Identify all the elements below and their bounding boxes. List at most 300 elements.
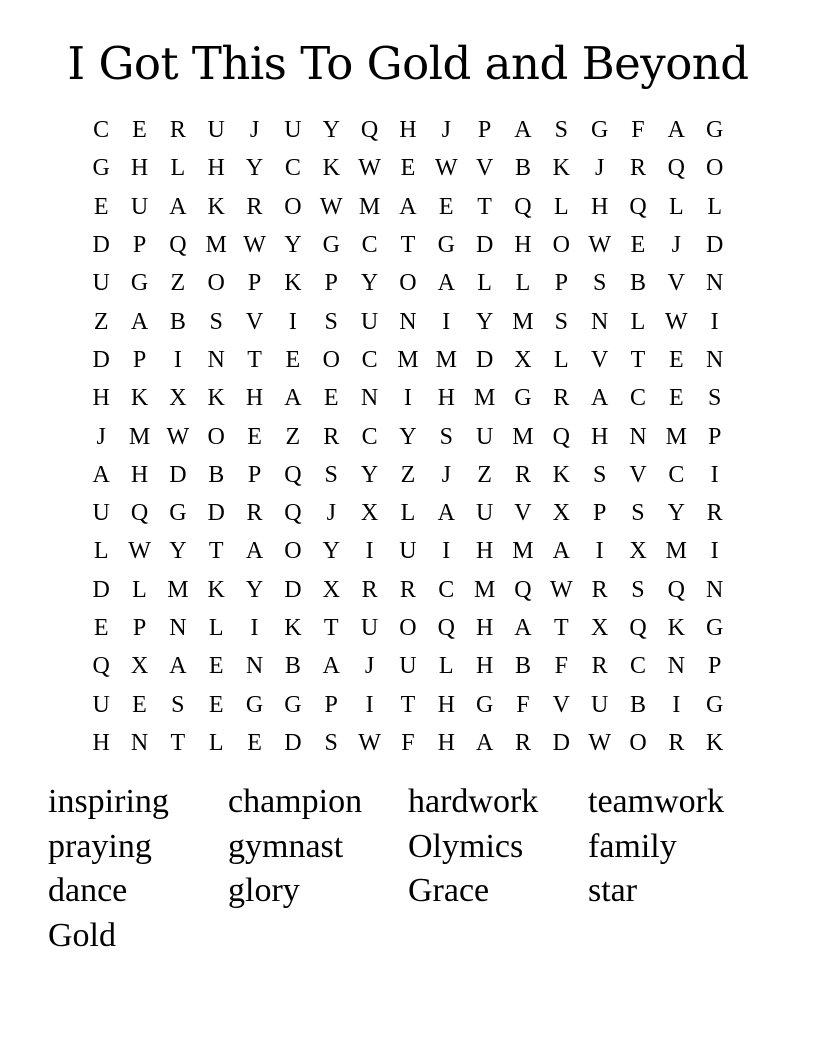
grid-letter: B xyxy=(514,653,531,680)
grid-letter: W xyxy=(434,155,458,182)
grid-letter: S xyxy=(324,461,338,488)
grid-letter: P xyxy=(247,461,262,488)
grid-letter: C xyxy=(361,232,378,259)
grid-letter: A xyxy=(475,729,494,756)
grid-letter: E xyxy=(438,193,454,220)
grid-letter: W xyxy=(358,155,381,182)
grid-letter: U xyxy=(130,193,149,220)
grid-letter: P xyxy=(132,232,147,259)
grid-letter: J xyxy=(326,500,336,527)
grid-letter: N xyxy=(169,615,187,641)
grid-letter: D xyxy=(92,232,110,259)
grid-letter: Y xyxy=(284,232,302,259)
grid-letter: E xyxy=(630,232,646,259)
grid-letter: A xyxy=(245,538,264,565)
grid-letter: K xyxy=(207,576,225,603)
grid-letter: A xyxy=(92,461,110,488)
grid-letter: P xyxy=(554,270,568,297)
word-bank xyxy=(48,780,788,959)
grid-letter: T xyxy=(208,538,224,565)
word-bank-item: Grace xyxy=(408,872,490,910)
grid-letter: Q xyxy=(629,193,647,220)
grid-letter: L xyxy=(553,193,569,220)
grid-letter: O xyxy=(207,270,225,297)
grid-row xyxy=(82,685,734,723)
grid-letter: L xyxy=(438,653,454,680)
grid-letter: H xyxy=(130,461,149,488)
grid-letter: M xyxy=(512,308,534,335)
grid-letter: T xyxy=(553,615,569,641)
grid-letter: F xyxy=(631,117,645,144)
grid-letter: A xyxy=(667,117,685,144)
grid-letter: K xyxy=(552,155,570,182)
grid-letter: E xyxy=(668,346,684,373)
grid-letter: M xyxy=(435,346,457,373)
grid-letter: S xyxy=(171,691,185,718)
grid-letter: Q xyxy=(437,615,455,641)
grid-letter: M xyxy=(397,346,419,373)
grid-letter: N xyxy=(207,346,225,373)
grid-letter: X xyxy=(552,500,570,527)
grid-letter: L xyxy=(668,193,684,220)
grid-row xyxy=(82,264,734,302)
grid-letter: A xyxy=(169,193,187,220)
grid-letter: R xyxy=(553,385,570,412)
grid-letter: L xyxy=(170,155,186,182)
grid-letter: L xyxy=(208,729,224,756)
grid-letter: D xyxy=(92,346,110,373)
grid-row xyxy=(82,226,734,264)
word-bank-item: Olymics xyxy=(408,827,524,865)
grid-letter: H xyxy=(437,729,455,756)
grid-letter: P xyxy=(132,346,147,373)
grid-letter: X xyxy=(590,615,609,641)
grid-letter: S xyxy=(324,308,338,335)
grid-letter: U xyxy=(92,500,110,527)
grid-letter: I xyxy=(250,615,259,641)
grid-letter: W xyxy=(243,232,266,259)
grid-letter: G xyxy=(437,232,455,259)
grid-letter: S xyxy=(554,308,568,335)
grid-letter: D xyxy=(207,500,225,527)
grid-letter: G xyxy=(284,691,302,718)
grid-letter: F xyxy=(554,653,568,680)
grid-letter: H xyxy=(130,155,149,182)
grid-letter: Y xyxy=(245,155,264,182)
word-bank-item: inspiring xyxy=(48,783,169,820)
grid-letter: P xyxy=(132,615,147,641)
grid-letter: G xyxy=(706,615,724,641)
grid-letter: W xyxy=(358,729,381,756)
grid-letter: C xyxy=(93,117,110,144)
grid-letter: R xyxy=(514,461,531,488)
grid-letter: N xyxy=(590,308,609,335)
grid-letter: W xyxy=(549,576,573,603)
grid-row xyxy=(82,647,734,685)
grid-letter: J xyxy=(441,461,451,488)
grid-letter: G xyxy=(245,691,264,718)
grid-letter: A xyxy=(552,538,570,565)
grid-letter: U xyxy=(590,691,609,718)
grid-letter: M xyxy=(512,538,534,565)
grid-letter: Y xyxy=(322,538,340,565)
grid-row xyxy=(82,302,734,340)
word-bank-item: Gold xyxy=(48,917,116,955)
grid-letter: U xyxy=(207,117,225,144)
grid-letter: W xyxy=(588,232,611,259)
grid-letter: K xyxy=(130,385,149,412)
grid-letter: U xyxy=(475,423,494,450)
grid-letter: R xyxy=(361,576,378,603)
grid-letter: L xyxy=(400,500,416,527)
grid-letter: Y xyxy=(322,117,340,144)
grid-letter: A xyxy=(437,270,455,297)
grid-letter: Q xyxy=(130,500,149,527)
grid-letter: D xyxy=(169,461,187,488)
grid-letter: R xyxy=(668,729,685,756)
word-bank-item: teamwork xyxy=(588,783,724,820)
word-bank-item: family xyxy=(588,827,677,865)
grid-letter: V xyxy=(629,461,647,488)
grid-letter: Q xyxy=(514,193,532,220)
grid-letter: U xyxy=(284,117,302,144)
grid-letter: K xyxy=(667,615,685,641)
grid-letter: O xyxy=(399,270,417,297)
grid-letter: H xyxy=(475,653,494,680)
grid-letter: Q xyxy=(552,423,570,450)
grid-letter: X xyxy=(130,653,149,680)
grid-letter: K xyxy=(284,615,302,641)
grid-letter: Q xyxy=(92,653,110,680)
grid-letter: R xyxy=(246,193,263,220)
grid-row xyxy=(82,149,734,187)
grid-letter: J xyxy=(441,117,451,144)
grid-letter: J xyxy=(671,232,681,259)
grid-letter: Q xyxy=(284,500,302,527)
grid-letter: Y xyxy=(360,461,379,488)
grid-letter: B xyxy=(514,155,531,182)
grid-letter: G xyxy=(514,385,532,412)
grid-letter: Q xyxy=(360,117,379,144)
grid-letter: R xyxy=(323,423,340,450)
grid-letter: W xyxy=(166,423,190,450)
grid-letter: A xyxy=(514,615,532,641)
grid-letter: Y xyxy=(169,538,187,565)
grid-letter: Z xyxy=(400,461,416,488)
grid-letter: L xyxy=(553,346,569,373)
grid-letter: G xyxy=(169,500,187,527)
grid-letter: T xyxy=(630,346,646,373)
grid-letter: M xyxy=(205,232,227,259)
grid-letter: N xyxy=(706,270,724,297)
grid-letter: O xyxy=(207,423,225,450)
grid-letter: Q xyxy=(667,155,685,182)
grid-letter: L xyxy=(630,308,646,335)
grid-letter: M xyxy=(473,576,496,603)
grid-letter: D xyxy=(475,346,494,373)
grid-letter: X xyxy=(360,500,379,527)
grid-row xyxy=(82,379,734,417)
grid-letter: K xyxy=(284,270,302,297)
grid-letter: L xyxy=(477,270,492,297)
grid-letter: H xyxy=(475,615,494,641)
grid-letter: X xyxy=(169,385,187,412)
grid-letter: P xyxy=(324,270,338,297)
grid-row xyxy=(82,188,734,226)
grid-letter: C xyxy=(284,155,301,182)
grid-letter: N xyxy=(399,308,417,335)
grid-letter: K xyxy=(706,729,724,756)
grid-letter: F xyxy=(516,691,530,718)
grid-row xyxy=(82,532,734,570)
grid-letter: I xyxy=(442,538,451,565)
grid-letter: T xyxy=(170,729,186,756)
grid-letter: O xyxy=(706,155,724,182)
grid-letter: A xyxy=(437,500,455,527)
grid-letter: D xyxy=(706,232,724,259)
grid-letter: E xyxy=(668,385,684,412)
grid-letter: B xyxy=(169,308,186,335)
word-bank-item: hardwork xyxy=(408,783,539,820)
grid-letter: N xyxy=(130,729,149,756)
grid-letter: O xyxy=(284,193,302,220)
grid-letter: I xyxy=(403,385,412,412)
grid-letter: E xyxy=(247,423,262,450)
grid-letter: P xyxy=(477,117,492,144)
grid-letter: G xyxy=(130,270,149,297)
grid-letter: U xyxy=(92,691,110,718)
grid-letter: O xyxy=(284,538,302,565)
grid-letter: H xyxy=(92,385,110,412)
grid-letter: H xyxy=(514,232,532,259)
grid-letter: L xyxy=(132,576,147,603)
grid-letter: T xyxy=(400,691,416,718)
grid-letter: I xyxy=(442,308,451,335)
grid-letter: A xyxy=(399,193,417,220)
grid-letter: V xyxy=(667,270,685,297)
grid-letter: R xyxy=(706,500,723,527)
letter-grid xyxy=(82,111,734,762)
grid-letter: G xyxy=(475,691,494,718)
grid-letter: R xyxy=(169,117,186,144)
grid-letter: J xyxy=(249,117,260,144)
grid-letter: X xyxy=(514,346,532,373)
grid-letter: J xyxy=(364,653,375,680)
grid-letter: H xyxy=(590,423,609,450)
grid-letter: I xyxy=(173,346,182,373)
grid-letter: X xyxy=(629,538,647,565)
grid-letter: C xyxy=(361,346,378,373)
grid-letter: Q xyxy=(169,232,187,259)
grid-letter: V xyxy=(552,691,570,718)
word-bank-item: glory xyxy=(228,872,300,910)
grid-letter: K xyxy=(552,461,570,488)
grid-letter: A xyxy=(514,117,532,144)
grid-letter: C xyxy=(629,385,646,412)
grid-letter: Y xyxy=(399,423,417,450)
grid-letter: H xyxy=(207,155,225,182)
word-bank-item: gymnast xyxy=(228,827,344,865)
grid-letter: P xyxy=(247,270,262,297)
grid-letter: C xyxy=(438,576,455,603)
grid-letter: G xyxy=(322,232,340,259)
grid-letter: H xyxy=(475,538,494,565)
grid-letter: S xyxy=(554,117,568,144)
grid-letter: P xyxy=(324,691,338,718)
grid-letter: S xyxy=(439,423,453,450)
grid-letter: C xyxy=(361,423,378,450)
grid-letter: S xyxy=(707,385,722,412)
grid-letter: R xyxy=(629,155,646,182)
grid-row xyxy=(82,724,734,762)
grid-letter: R xyxy=(591,576,608,603)
grid-letter: H xyxy=(437,385,455,412)
grid-letter: Z xyxy=(170,270,186,297)
grid-letter: F xyxy=(401,729,415,756)
grid-letter: Y xyxy=(667,500,685,527)
grid-letter: N xyxy=(706,576,724,603)
grid-letter: S xyxy=(631,500,645,527)
grid-letter: S xyxy=(592,461,607,488)
grid-letter: S xyxy=(324,729,338,756)
grid-letter: R xyxy=(591,653,608,680)
grid-letter: M xyxy=(665,423,687,450)
grid-letter: G xyxy=(706,117,724,144)
grid-letter: U xyxy=(399,653,417,680)
grid-letter: P xyxy=(592,500,607,527)
grid-row xyxy=(82,341,734,379)
grid-letter: M xyxy=(512,423,534,450)
grid-letter: K xyxy=(322,155,340,182)
grid-letter: M xyxy=(473,385,496,412)
grid-letter: G xyxy=(92,155,110,182)
grid-letter: S xyxy=(209,308,223,335)
grid-letter: E xyxy=(132,117,147,144)
grid-letter: O xyxy=(399,615,417,641)
grid-letter: L xyxy=(707,193,722,220)
grid-letter: N xyxy=(629,423,647,450)
grid-letter: N xyxy=(245,653,264,680)
grid-letter: B xyxy=(208,461,225,488)
grid-letter: I xyxy=(365,691,374,718)
grid-letter: N xyxy=(360,385,379,412)
page-title: I Got This To Gold and Beyond xyxy=(67,37,749,90)
grid-letter: E xyxy=(285,346,301,373)
grid-letter: N xyxy=(667,653,685,680)
grid-letter: V xyxy=(475,155,494,182)
grid-letter: N xyxy=(706,346,724,373)
grid-letter: E xyxy=(208,653,224,680)
grid-letter: A xyxy=(322,653,340,680)
grid-letter: I xyxy=(710,538,719,565)
grid-letter: U xyxy=(399,538,417,565)
grid-letter: D xyxy=(92,576,110,603)
grid-letter: Q xyxy=(667,576,685,603)
grid-row xyxy=(82,111,734,149)
grid-letter: P xyxy=(707,653,722,680)
grid-letter: T xyxy=(323,615,339,641)
grid-letter: H xyxy=(399,117,417,144)
grid-letter: V xyxy=(514,500,532,527)
grid-letter: E xyxy=(132,691,147,718)
grid-letter: E xyxy=(247,729,262,756)
grid-letter: I xyxy=(288,308,297,335)
grid-letter: C xyxy=(668,461,685,488)
grid-letter: W xyxy=(665,308,688,335)
grid-row xyxy=(82,571,734,609)
grid-letter: S xyxy=(592,270,607,297)
grid-letter: V xyxy=(590,346,609,373)
grid-letter: T xyxy=(400,232,416,259)
grid-row xyxy=(82,609,734,647)
grid-row xyxy=(82,417,734,455)
grid-letter: U xyxy=(92,270,110,297)
grid-letter: H xyxy=(92,729,110,756)
grid-letter: Z xyxy=(93,308,109,335)
grid-letter: H xyxy=(245,385,264,412)
grid-letter: E xyxy=(400,155,416,182)
grid-letter: D xyxy=(284,576,302,603)
grid-letter: H xyxy=(437,691,455,718)
grid-letter: O xyxy=(629,729,647,756)
grid-letter: E xyxy=(323,385,339,412)
grid-letter: B xyxy=(629,270,646,297)
grid-letter: R xyxy=(246,500,263,527)
word-bank-item: dance xyxy=(48,872,128,910)
grid-letter: R xyxy=(399,576,416,603)
grid-letter: Y xyxy=(245,576,264,603)
grid-letter: E xyxy=(93,193,109,220)
grid-letter: L xyxy=(93,538,109,565)
grid-letter: Q xyxy=(514,576,532,603)
grid-letter: J xyxy=(594,155,605,182)
grid-letter: B xyxy=(629,691,646,718)
grid-letter: M xyxy=(358,193,381,220)
grid-letter: Z xyxy=(285,423,301,450)
grid-letter: H xyxy=(590,193,609,220)
grid-letter: V xyxy=(245,308,264,335)
grid-letter: U xyxy=(475,500,494,527)
grid-letter: T xyxy=(247,346,262,373)
grid-letter: X xyxy=(322,576,340,603)
grid-letter: P xyxy=(707,423,722,450)
grid-letter: C xyxy=(629,653,646,680)
grid-letter: R xyxy=(514,729,531,756)
grid-letter: A xyxy=(284,385,302,412)
grid-letter: O xyxy=(552,232,570,259)
grid-letter: K xyxy=(207,193,225,220)
grid-letter: I xyxy=(710,308,719,335)
word-bank-item: champion xyxy=(228,783,363,820)
grid-letter: E xyxy=(93,615,109,641)
grid-letter: B xyxy=(284,653,301,680)
grid-letter: Z xyxy=(477,461,492,488)
grid-letter: Y xyxy=(475,308,494,335)
grid-letter: I xyxy=(595,538,604,565)
grid-letter: G xyxy=(706,691,724,718)
grid-letter: D xyxy=(284,729,302,756)
grid-letter: L xyxy=(515,270,531,297)
grid-letter: U xyxy=(360,615,379,641)
grid-letter: A xyxy=(169,653,187,680)
grid-letter: G xyxy=(590,117,609,144)
grid-letter: K xyxy=(207,385,225,412)
grid-letter: M xyxy=(128,423,151,450)
grid-letter: D xyxy=(552,729,570,756)
grid-letter: A xyxy=(590,385,609,412)
grid-row xyxy=(82,456,734,494)
grid-letter: M xyxy=(167,576,189,603)
